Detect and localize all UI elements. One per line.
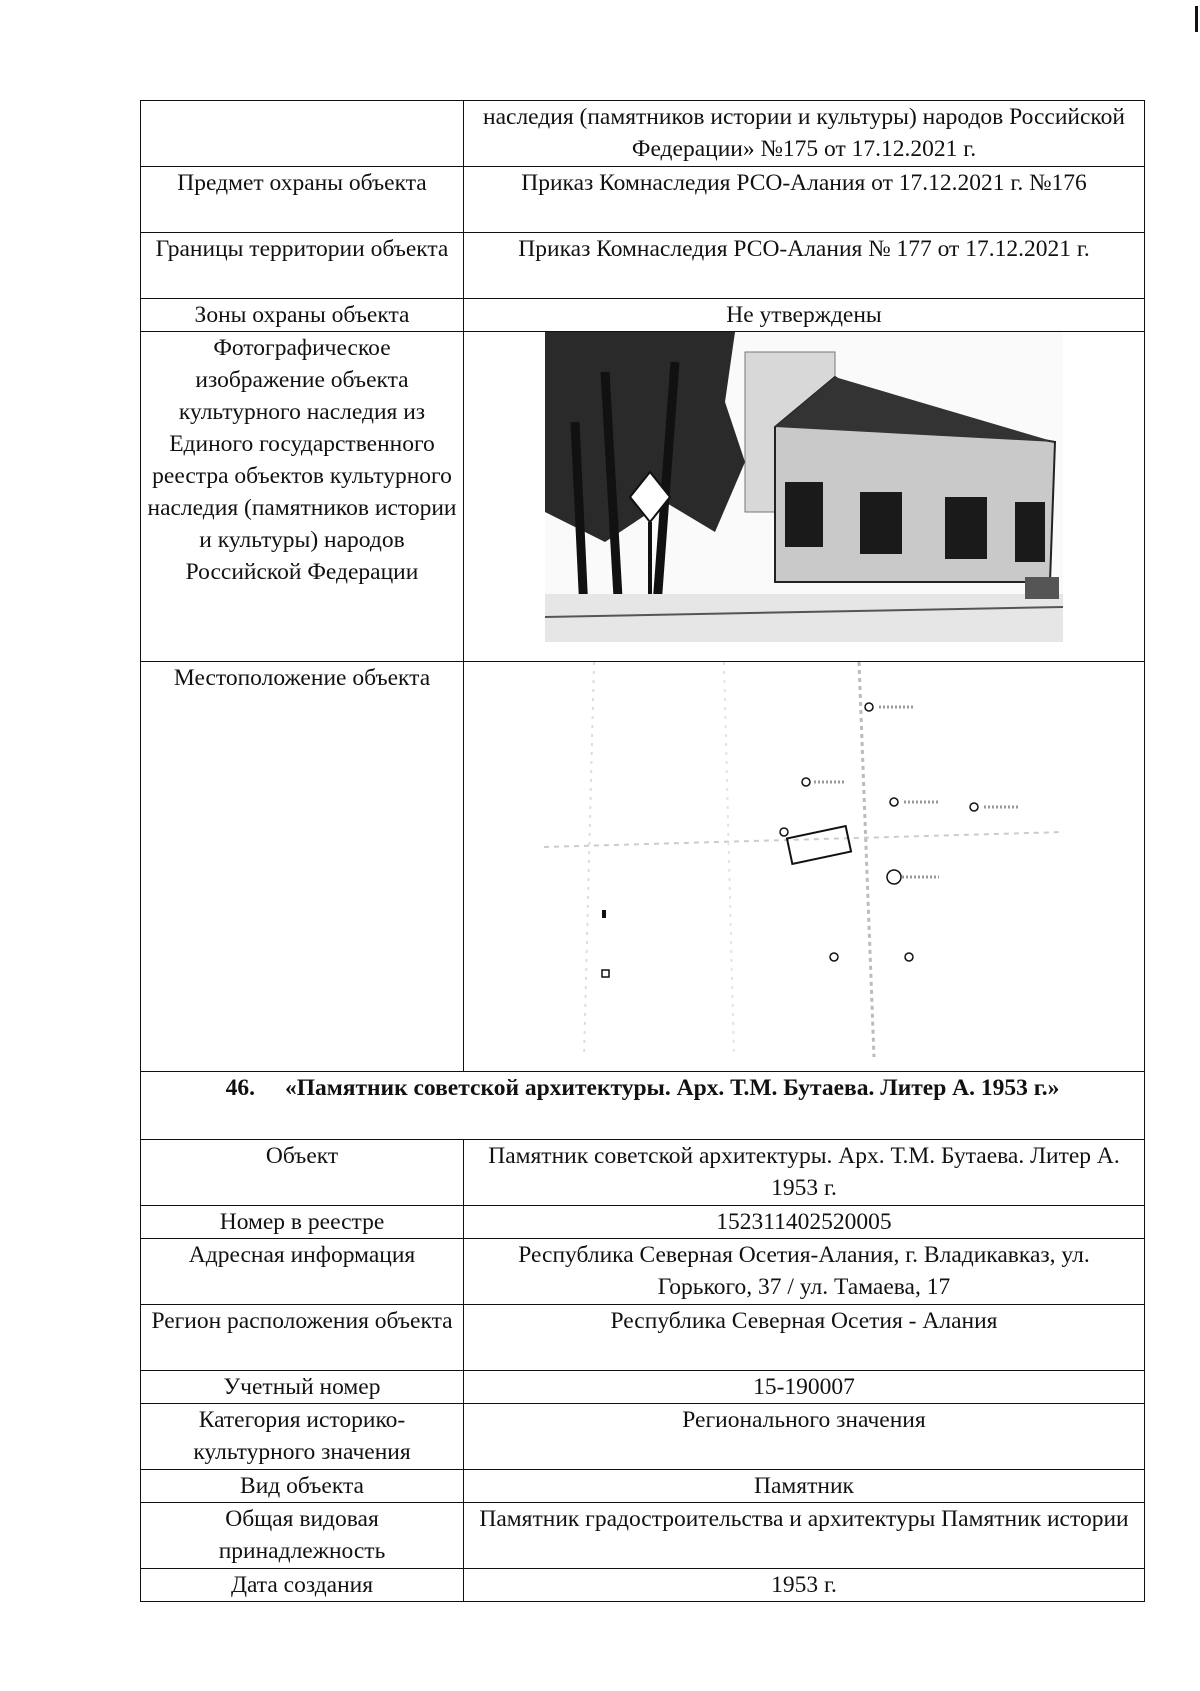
table-row <box>141 1503 1145 1569</box>
table-row <box>141 167 1145 233</box>
row-value: Не утверждены <box>464 299 1145 332</box>
table-row <box>141 1569 1145 1602</box>
row-label: Вид объекта <box>141 1470 464 1503</box>
photo-row <box>141 332 1145 662</box>
row-value: Республика Северная Осетия - Алания <box>464 1305 1145 1371</box>
table-row <box>141 1140 1145 1206</box>
table-row <box>141 1305 1145 1371</box>
section-title: «Памятник советской архитектуры. Арх. Т.М. Бутаева. Литер А. 1953 г.» <box>284 1075 1060 1101</box>
location-map <box>544 662 1064 1057</box>
row-value: Памятник советской архитектуры. Арх. Т.М. Бутаева. Литер А. 1953 г. <box>464 1140 1145 1206</box>
row-label: Зоны охраны объекта <box>141 299 464 332</box>
row-label: Номер в реестре <box>141 1206 464 1239</box>
table-row <box>141 1239 1145 1305</box>
map-cell <box>464 662 1145 1072</box>
table-row <box>141 1206 1145 1239</box>
row-label: Категория историко-культурного значения <box>141 1404 464 1470</box>
row-value: Приказ Комнаследия РСО-Алания от 17.12.2021 г. №176 <box>464 167 1145 233</box>
map-row <box>141 662 1145 1072</box>
row-label: Предмет охраны объекта <box>141 167 464 233</box>
row-value: наследия (памятников истории и культуры) народов Российской Федерации» №175 от 17.12.2021 г. <box>464 101 1145 167</box>
row-label <box>141 101 464 167</box>
table-row <box>141 1470 1145 1503</box>
row-value: 152311402520005 <box>464 1206 1145 1239</box>
row-label: Регион расположения объекта <box>141 1305 464 1371</box>
row-label: Местоположение объекта <box>141 662 464 1072</box>
heritage-object-table <box>140 100 1145 1602</box>
table-row <box>141 1371 1145 1404</box>
section-number: 46. <box>225 1075 255 1101</box>
row-value: 1953 г. <box>464 1569 1145 1602</box>
row-value: Приказ Комнаследия РСО-Алания № 177 от 17.12.2021 г. <box>464 233 1145 299</box>
row-label: Адресная информация <box>141 1239 464 1305</box>
row-label: Общая видовая принадлежность <box>141 1503 464 1569</box>
row-value: Республика Северная Осетия-Алания, г. Владикавказ, ул. Горького, 37 / ул. Тамаева, 17 <box>464 1239 1145 1305</box>
table-row <box>141 101 1145 167</box>
row-label: Учетный номер <box>141 1371 464 1404</box>
photo-cell <box>464 332 1145 662</box>
table-row <box>141 233 1145 299</box>
row-label: Объект <box>141 1140 464 1206</box>
table-row <box>141 1404 1145 1470</box>
section-header-row <box>141 1072 1145 1140</box>
row-label: Дата создания <box>141 1569 464 1602</box>
scan-edge-mark <box>1195 6 1198 32</box>
row-value: 15-190007 <box>464 1371 1145 1404</box>
building-photo <box>545 332 1063 642</box>
row-label: Границы территории объекта <box>141 233 464 299</box>
row-value: Памятник <box>464 1470 1145 1503</box>
row-label: Фотографическое изображение объекта культурного наследия из Единого государственного реестра объектов культурного наследия (памятников истории и культуры) народов Российской Федерации <box>141 332 464 662</box>
row-value: Регионального значения <box>464 1404 1145 1470</box>
row-value: Памятник градостроительства и архитектуры Памятник истории <box>464 1503 1145 1569</box>
section-header <box>141 1072 1145 1140</box>
table-row <box>141 299 1145 332</box>
